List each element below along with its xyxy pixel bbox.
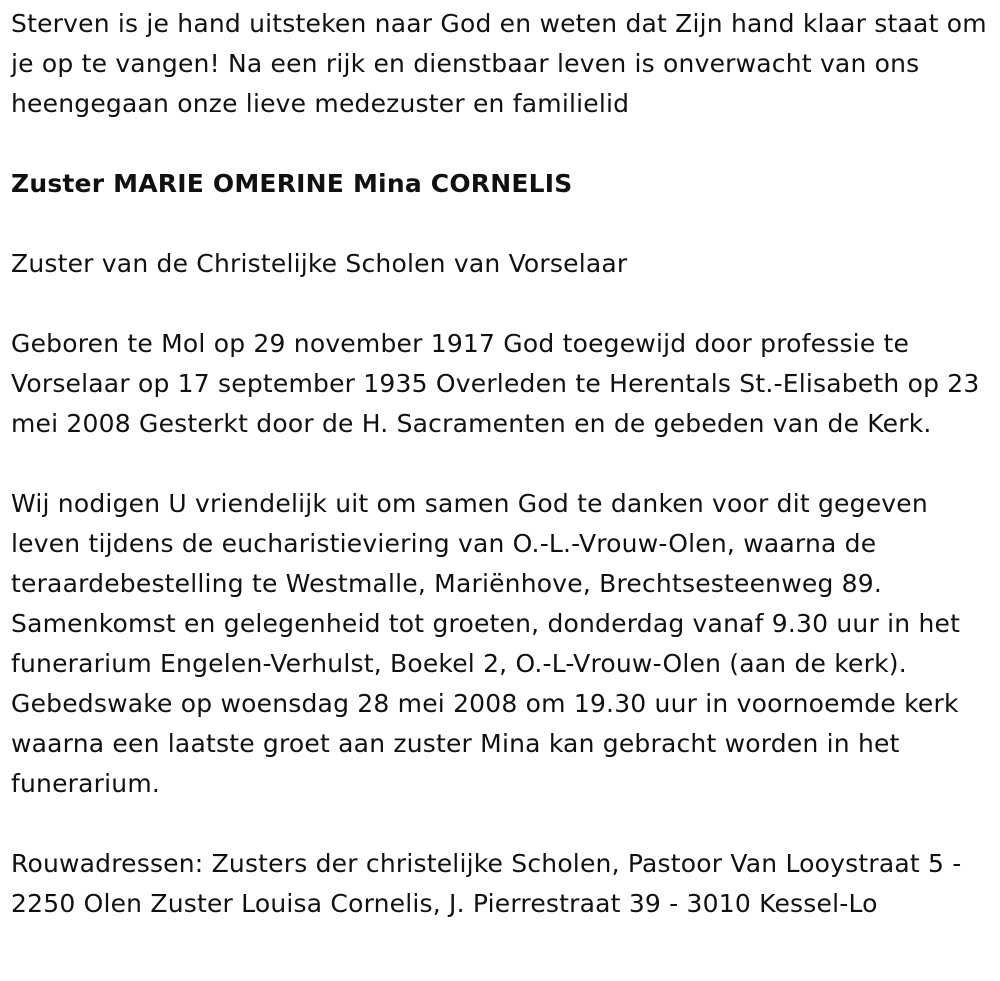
intro-paragraph: Sterven is je hand uitsteken naar God en weten dat Zijn hand klaar staat om je op te vangen! Na een rijk en dienstbaar leven is onverwacht van ons heengegaan onze lieve medezuster en familielid: [11, 9, 987, 118]
congregation-line: Zuster van de Christelijke Scholen van Vorselaar: [11, 249, 628, 278]
addresses-paragraph: Rouwadressen: Zusters der christelijke Scholen, Pastoor Van Looystraat 5 - 2250 Olen Zuster Louisa Cornelis, J. Pierrestraat 39 - 3010 Kessel-Lo: [11, 849, 962, 918]
life-details-paragraph: Geboren te Mol op 29 november 1917 God toegewijd door professie te Vorselaar op 17 september 1935 Overleden te Herentals St.-Elisabeth op 23 mei 2008 Gesterkt door de H. Sacramenten en de gebeden van de Kerk.: [11, 329, 980, 438]
invitation-paragraph: Wij nodigen U vriendelijk uit om samen God te danken voor dit gegeven leven tijdens de eucharistieviering van O.-L.-Vrouw-Olen, waarna de teraardebestelling te Westmalle, Mariënhove, Brechtsesteenweg 89. Samenkomst en gelegenheid tot groeten, donderdag vanaf 9.30 uur in het funerarium Engelen-Verhulst, Boekel 2, O.-L-Vrouw-Olen (aan de kerk). Gebedswake op woensdag 28 mei 2008 om 19.30 uur in voornoemde kerk waarna een laatste groet aan zuster Mina kan gebracht worden in het funerarium.: [11, 489, 961, 798]
deceased-name: Zuster MARIE OMERINE Mina CORNELIS: [11, 169, 573, 198]
obituary-notice: [11, 4, 996, 924]
